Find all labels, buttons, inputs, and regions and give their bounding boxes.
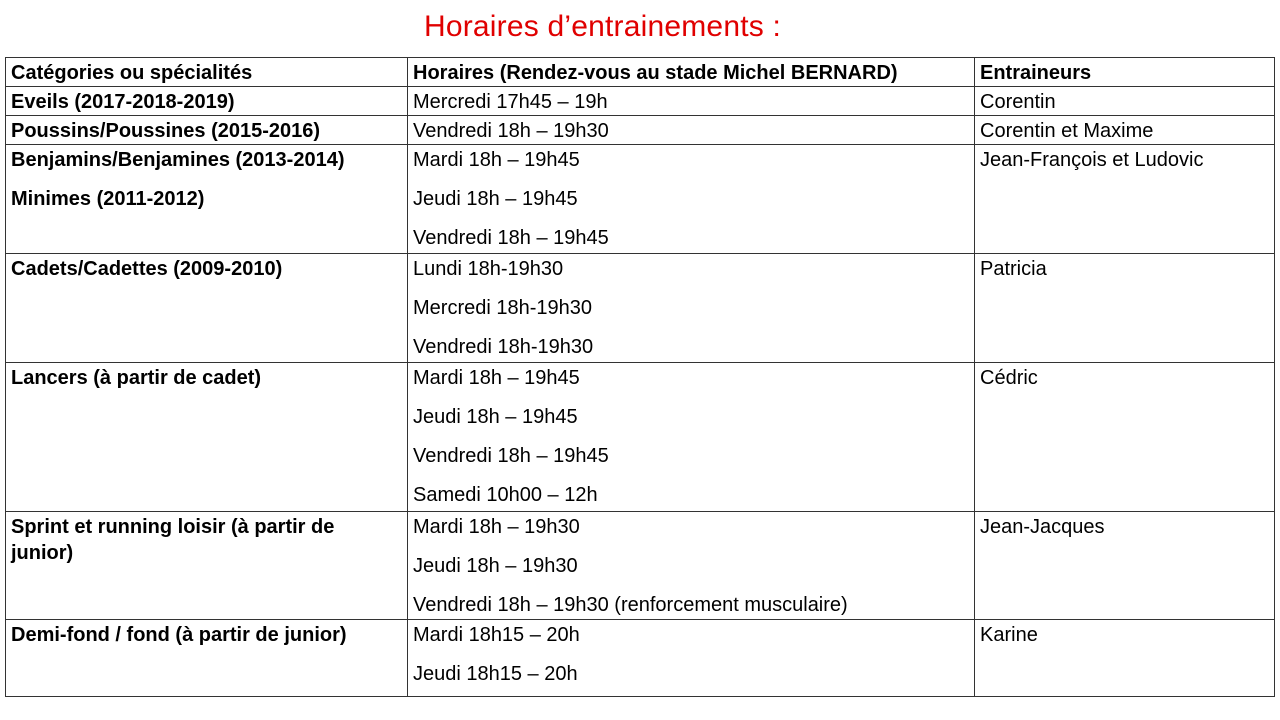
schedule-entry: Vendredi 18h – 19h30 (renforcement musculaire) — [413, 594, 848, 616]
category-label: Minimes (2011-2012) — [11, 188, 205, 210]
header-categories: Catégories ou spécialités — [6, 58, 408, 87]
table-row — [6, 116, 1275, 145]
category-label: Lancers (à partir de cadet) — [11, 367, 262, 389]
schedule-cell — [408, 363, 975, 512]
schedule-entry: Mardi 18h15 – 20h — [413, 624, 580, 646]
category-cell — [6, 116, 408, 145]
category-cell — [6, 254, 408, 363]
schedule-entry: Jeudi 18h – 19h45 — [413, 188, 578, 210]
schedule-entry: Jeudi 18h15 – 20h — [413, 663, 578, 685]
schedule-cell — [408, 145, 975, 254]
table-row — [6, 145, 1275, 254]
schedule-entry: Lundi 18h-19h30 — [413, 258, 564, 280]
header-trainers: Entraineurs — [975, 58, 1275, 87]
schedule-cell — [408, 116, 975, 145]
category-cell — [6, 512, 408, 620]
schedule-cell — [408, 254, 975, 363]
table-row — [6, 512, 1275, 620]
trainer-cell — [975, 254, 1275, 363]
schedule-entry: Vendredi 18h-19h30 — [413, 336, 594, 358]
category-cell — [6, 363, 408, 512]
trainer-name: Jean-François et Ludovic — [980, 149, 1204, 171]
table-row — [6, 620, 1275, 697]
trainer-name: Jean-Jacques — [980, 516, 1105, 538]
trainer-name: Corentin et Maxime — [980, 120, 1154, 142]
category-label: Benjamins/Benjamines (2013-2014) — [11, 149, 345, 171]
trainer-cell — [975, 512, 1275, 620]
table-header-row — [6, 58, 1275, 87]
trainer-name: Corentin — [980, 91, 1056, 113]
header-schedules: Horaires (Rendez-vous au stade Michel BERNARD) — [408, 58, 975, 87]
table-row — [6, 87, 1275, 116]
schedule-entry: Samedi 10h00 – 12h — [413, 484, 598, 506]
trainer-cell — [975, 363, 1275, 512]
schedule-cell — [408, 512, 975, 620]
schedule-cell — [408, 620, 975, 697]
table-row — [6, 363, 1275, 512]
schedule-entry: Vendredi 18h – 19h45 — [413, 227, 609, 249]
schedule-cell — [408, 87, 975, 116]
trainer-cell — [975, 145, 1275, 254]
category-cell — [6, 87, 408, 116]
schedule-entry: Jeudi 18h – 19h30 — [413, 555, 578, 577]
trainer-name: Patricia — [980, 258, 1047, 280]
table-body — [6, 87, 1275, 697]
category-cell — [6, 145, 408, 254]
schedule-entry: Vendredi 18h – 19h30 — [413, 120, 609, 142]
category-cell — [6, 620, 408, 697]
trainer-cell — [975, 116, 1275, 145]
schedule-entry: Vendredi 18h – 19h45 — [413, 445, 609, 467]
training-schedule-table — [5, 57, 1275, 697]
schedule-entry: Mercredi 17h45 – 19h — [413, 91, 608, 113]
schedule-entry: Mardi 18h – 19h45 — [413, 149, 580, 171]
category-label: Eveils (2017-2018-2019) — [11, 91, 235, 113]
category-label: Demi-fond / fond (à partir de junior) — [11, 624, 347, 646]
trainer-cell — [975, 620, 1275, 697]
trainer-name: Karine — [980, 624, 1038, 646]
table-row — [6, 254, 1275, 363]
category-label: Poussins/Poussines (2015-2016) — [11, 120, 321, 142]
schedule-entry: Mardi 18h – 19h30 — [413, 516, 580, 538]
page-title: Horaires d’entrainements : — [423, 10, 782, 43]
schedule-entry: Mardi 18h – 19h45 — [413, 367, 580, 389]
category-label: Cadets/Cadettes (2009-2010) — [11, 258, 283, 280]
trainer-name: Cédric — [980, 367, 1038, 389]
schedule-entry: Mercredi 18h-19h30 — [413, 297, 592, 319]
category-label: Sprint et running loisir (à partir de junior) — [11, 516, 335, 564]
schedule-entry: Jeudi 18h – 19h45 — [413, 406, 578, 428]
trainer-cell — [975, 87, 1275, 116]
